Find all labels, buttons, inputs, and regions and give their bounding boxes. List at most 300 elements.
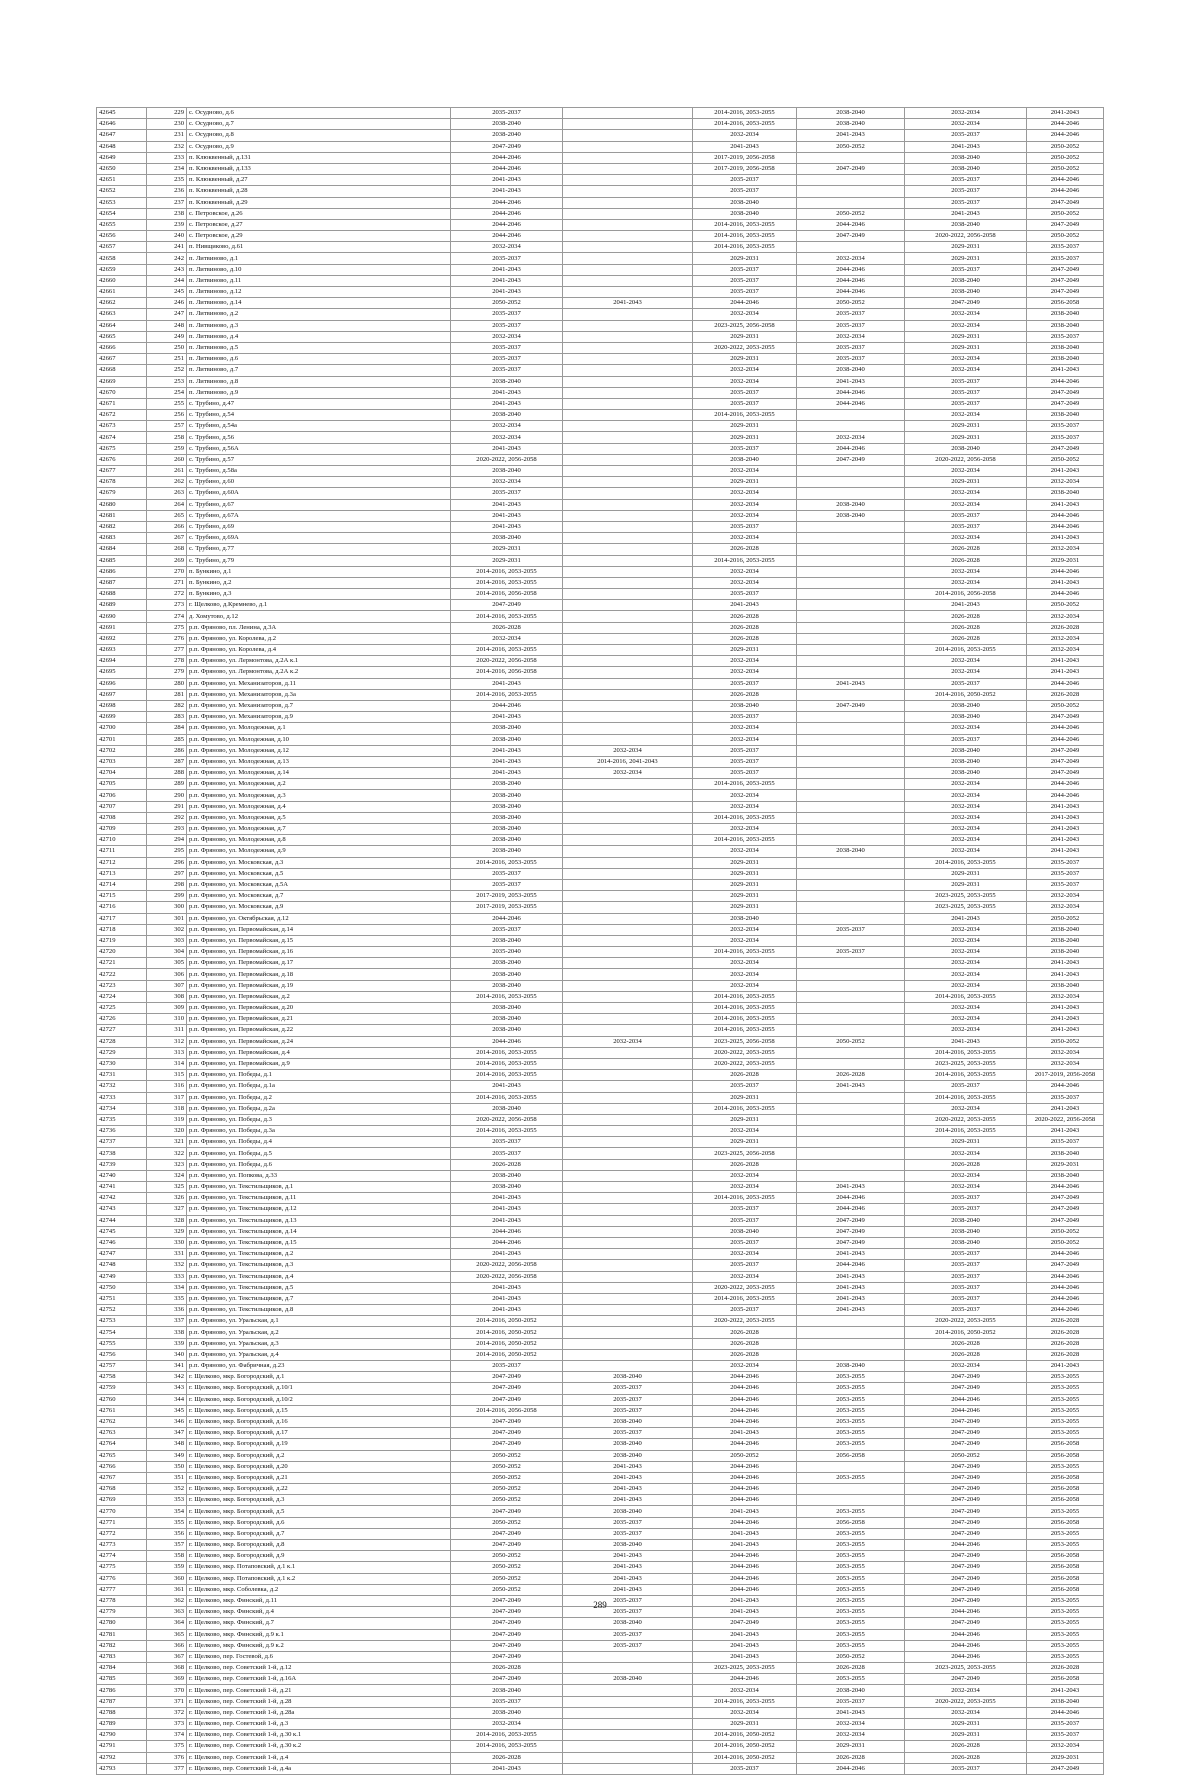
table-cell: 2029-2031 bbox=[693, 421, 797, 432]
table-cell: р.п. Фряново, ул. Текстильщиков, д.15 bbox=[187, 1237, 451, 1248]
table-row bbox=[97, 555, 1104, 566]
table-cell: 42721 bbox=[97, 958, 147, 969]
table-cell: 243 bbox=[147, 264, 187, 275]
table-cell bbox=[563, 991, 693, 1002]
table-cell: 2035-2037 bbox=[905, 398, 1027, 409]
table-cell: г. Щелково, мкр. Богородский, д.2 bbox=[187, 1450, 451, 1461]
table-cell: 42684 bbox=[97, 544, 147, 555]
table-cell bbox=[563, 488, 693, 499]
table-cell: 2038-2040 bbox=[563, 1618, 693, 1629]
table-cell: 2038-2040 bbox=[797, 846, 905, 857]
table-cell: 2041-2043 bbox=[797, 376, 905, 387]
table-cell: 2038-2040 bbox=[1027, 1696, 1104, 1707]
table-cell: г. Щелково, мкр. Богородский, д.22 bbox=[187, 1484, 451, 1495]
table-cell: 2038-2040 bbox=[563, 1450, 693, 1461]
table-cell: 2041-2043 bbox=[797, 1271, 905, 1282]
table-cell: 2053-2055 bbox=[1027, 1629, 1104, 1640]
table-cell: 2035-2037 bbox=[693, 1305, 797, 1316]
table-cell: с. Трубино, д.47 bbox=[187, 398, 451, 409]
table-cell: 2038-2040 bbox=[693, 197, 797, 208]
table-cell bbox=[797, 242, 905, 253]
table-cell: с. Трубино, д.67 bbox=[187, 499, 451, 510]
table-cell: 2014-2016, 2053-2055 bbox=[451, 1070, 563, 1081]
table-cell: 2035-2037 bbox=[1027, 879, 1104, 890]
table-cell: 2047-2049 bbox=[451, 1383, 563, 1394]
table-cell: 2044-2046 bbox=[1027, 130, 1104, 141]
table-cell: 2047-2049 bbox=[797, 1215, 905, 1226]
table-row bbox=[97, 857, 1104, 868]
table-cell bbox=[563, 1114, 693, 1125]
table-cell: 2041-2043 bbox=[797, 1282, 905, 1293]
table-cell: 2041-2043 bbox=[1027, 656, 1104, 667]
table-cell: 2035-2037 bbox=[693, 678, 797, 689]
table-cell: 42782 bbox=[97, 1640, 147, 1651]
table-cell: 2047-2049 bbox=[1027, 275, 1104, 286]
table-cell: 2014-2016, 2053-2055 bbox=[905, 1047, 1027, 1058]
table-cell: 2047-2049 bbox=[451, 1651, 563, 1662]
table-cell: 2038-2040 bbox=[451, 1014, 563, 1025]
table-cell: 2047-2049 bbox=[1027, 387, 1104, 398]
table-cell bbox=[563, 879, 693, 890]
table-cell: р.п. Фряново, ул. Текстильщиков, д.2 bbox=[187, 1249, 451, 1260]
table-cell: 2044-2046 bbox=[693, 1484, 797, 1495]
table-cell: 2026-2028 bbox=[693, 1327, 797, 1338]
table-cell bbox=[563, 320, 693, 331]
table-cell: 42710 bbox=[97, 835, 147, 846]
table-cell bbox=[563, 398, 693, 409]
table-cell bbox=[563, 376, 693, 387]
table-cell: 2038-2040 bbox=[797, 365, 905, 376]
table-cell: 342 bbox=[147, 1372, 187, 1383]
table-cell: 2038-2040 bbox=[1027, 924, 1104, 935]
table-cell: 2035-2037 bbox=[797, 354, 905, 365]
table-cell: 369 bbox=[147, 1674, 187, 1685]
table-cell bbox=[797, 1003, 905, 1014]
table-cell: 2026-2028 bbox=[905, 1159, 1027, 1170]
table-cell bbox=[563, 1126, 693, 1137]
table-cell bbox=[563, 477, 693, 488]
table-row bbox=[97, 376, 1104, 387]
table-cell: 2038-2040 bbox=[451, 935, 563, 946]
table-cell: 2038-2040 bbox=[451, 130, 563, 141]
table-cell: 2056-2058 bbox=[797, 1517, 905, 1528]
table-cell: 2044-2046 bbox=[451, 1036, 563, 1047]
table-cell: 2053-2055 bbox=[1027, 1428, 1104, 1439]
table-row bbox=[97, 163, 1104, 174]
table-cell: 2032-2034 bbox=[693, 499, 797, 510]
table-cell: 348 bbox=[147, 1439, 187, 1450]
table-cell: 2026-2028 bbox=[905, 633, 1027, 644]
table-cell: п. Бункино, д.1 bbox=[187, 566, 451, 577]
table-cell bbox=[797, 801, 905, 812]
table-cell: 2035-2037 bbox=[693, 264, 797, 275]
table-cell: 374 bbox=[147, 1730, 187, 1741]
table-cell: 2032-2034 bbox=[905, 924, 1027, 935]
table-cell bbox=[563, 1293, 693, 1304]
table-cell: 2035-2037 bbox=[693, 521, 797, 532]
table-cell: 2038-2040 bbox=[905, 219, 1027, 230]
table-cell: 2038-2040 bbox=[905, 712, 1027, 723]
table-cell: 2035-2037 bbox=[451, 1361, 563, 1372]
table-row bbox=[97, 768, 1104, 779]
table-cell: 42697 bbox=[97, 689, 147, 700]
table-cell: 2032-2034 bbox=[905, 533, 1027, 544]
table-cell: 2038-2040 bbox=[905, 163, 1027, 174]
table-cell: 2038-2040 bbox=[451, 1182, 563, 1193]
table-cell: 42783 bbox=[97, 1651, 147, 1662]
table-cell: 2026-2028 bbox=[905, 555, 1027, 566]
table-cell: 2014-2016, 2053-2055 bbox=[905, 1126, 1027, 1137]
table-cell bbox=[563, 812, 693, 823]
table-cell: 2041-2043 bbox=[693, 1629, 797, 1640]
table-cell: 335 bbox=[147, 1293, 187, 1304]
table-cell: 2053-2055 bbox=[1027, 1372, 1104, 1383]
table-cell: 2032-2034 bbox=[905, 309, 1027, 320]
table-cell: 2041-2043 bbox=[693, 141, 797, 152]
table-row bbox=[97, 689, 1104, 700]
table-cell: 271 bbox=[147, 577, 187, 588]
table-cell bbox=[563, 577, 693, 588]
table-cell: 42788 bbox=[97, 1707, 147, 1718]
table-cell: г. Щелково, мкр. Богородский, д.21 bbox=[187, 1472, 451, 1483]
table-cell: 339 bbox=[147, 1338, 187, 1349]
table-cell bbox=[797, 734, 905, 745]
table-cell: 2050-2052 bbox=[1027, 1237, 1104, 1248]
table-cell bbox=[563, 667, 693, 678]
table-row bbox=[97, 1338, 1104, 1349]
table-cell bbox=[563, 1730, 693, 1741]
table-row bbox=[97, 287, 1104, 298]
table-cell: 2047-2049 bbox=[1027, 398, 1104, 409]
table-cell bbox=[797, 600, 905, 611]
table-cell bbox=[797, 1126, 905, 1137]
table-cell: р.п. Фряново, ул. Первомайская, д.17 bbox=[187, 958, 451, 969]
table-cell: 42793 bbox=[97, 1763, 147, 1774]
table-cell: 2035-2037 bbox=[563, 1629, 693, 1640]
table-cell: 42686 bbox=[97, 566, 147, 577]
table-cell: 246 bbox=[147, 298, 187, 309]
table-cell: 2047-2049 bbox=[451, 1629, 563, 1640]
table-cell: 2014-2016, 2050-2052 bbox=[693, 1752, 797, 1763]
table-cell: 2053-2055 bbox=[797, 1472, 905, 1483]
table-cell: р.п. Фряново, ул. Текстильщиков, д.14 bbox=[187, 1226, 451, 1237]
table-cell bbox=[797, 756, 905, 767]
table-cell: 2035-2037 bbox=[905, 376, 1027, 387]
table-cell: 42753 bbox=[97, 1316, 147, 1327]
table-cell: 302 bbox=[147, 924, 187, 935]
table-cell: 2047-2049 bbox=[905, 1674, 1027, 1685]
table-cell: 2032-2034 bbox=[905, 790, 1027, 801]
table-cell: 42756 bbox=[97, 1349, 147, 1360]
table-cell: г. Щелково, пер. Советский 1-й, д.4 bbox=[187, 1752, 451, 1763]
table-cell: с. Трубино, д.69 bbox=[187, 521, 451, 532]
table-cell: 2044-2046 bbox=[1027, 1707, 1104, 1718]
table-cell: 2035-2037 bbox=[797, 947, 905, 958]
table-cell: 247 bbox=[147, 309, 187, 320]
table-cell: 42666 bbox=[97, 342, 147, 353]
table-cell: 2020-2022, 2053-2055 bbox=[905, 1696, 1027, 1707]
table-row bbox=[97, 1025, 1104, 1036]
table-row bbox=[97, 846, 1104, 857]
table-cell: п. Литвиново, д.9 bbox=[187, 387, 451, 398]
table-cell: р.п. Фряново, ул. Московская, д.3 bbox=[187, 857, 451, 868]
table-cell: 2038-2040 bbox=[451, 119, 563, 130]
table-cell: 42726 bbox=[97, 1014, 147, 1025]
table-cell: 377 bbox=[147, 1763, 187, 1774]
table-cell: 265 bbox=[147, 510, 187, 521]
table-cell bbox=[563, 555, 693, 566]
table-cell bbox=[563, 1226, 693, 1237]
table-cell bbox=[563, 645, 693, 656]
table-cell: р.п. Фряново, ул. Победы, д.1а bbox=[187, 1081, 451, 1092]
table-cell: 2041-2043 bbox=[1027, 824, 1104, 835]
table-row bbox=[97, 1674, 1104, 1685]
table-row bbox=[97, 119, 1104, 130]
table-cell: г. Щелково, пер. Советский 1-й, д.12 bbox=[187, 1663, 451, 1674]
table-cell: 2035-2037 bbox=[693, 1215, 797, 1226]
table-cell: 285 bbox=[147, 734, 187, 745]
table-row bbox=[97, 1081, 1104, 1092]
table-cell: 2032-2034 bbox=[563, 768, 693, 779]
table-cell: 42711 bbox=[97, 846, 147, 857]
table-cell: 365 bbox=[147, 1629, 187, 1640]
table-cell bbox=[563, 410, 693, 421]
table-cell: 2044-2046 bbox=[905, 1394, 1027, 1405]
table-cell: г. Щелково, мкр. Богородский, д.6 bbox=[187, 1517, 451, 1528]
table-cell: 272 bbox=[147, 589, 187, 600]
table-cell: 2041-2043 bbox=[451, 768, 563, 779]
table-cell bbox=[797, 1103, 905, 1114]
table-cell: 298 bbox=[147, 879, 187, 890]
table-cell: 2026-2028 bbox=[905, 611, 1027, 622]
table-cell: 2035-2037 bbox=[905, 1282, 1027, 1293]
table-cell: 2041-2043 bbox=[451, 678, 563, 689]
table-cell: п. Литвиново, д.3 bbox=[187, 320, 451, 331]
table-cell bbox=[797, 1025, 905, 1036]
table-row bbox=[97, 242, 1104, 253]
table-cell: 2026-2028 bbox=[797, 1752, 905, 1763]
table-cell: 2038-2040 bbox=[1027, 354, 1104, 365]
table-cell: 42695 bbox=[97, 667, 147, 678]
table-cell: 286 bbox=[147, 745, 187, 756]
table-cell bbox=[563, 980, 693, 991]
table-cell: 2038-2040 bbox=[905, 287, 1027, 298]
table-cell: 2044-2046 bbox=[797, 275, 905, 286]
table-row bbox=[97, 1159, 1104, 1170]
table-cell: 42645 bbox=[97, 108, 147, 119]
table-cell: 2047-2049 bbox=[905, 1428, 1027, 1439]
table-cell bbox=[797, 566, 905, 577]
table-cell: 2029-2031 bbox=[451, 555, 563, 566]
table-cell: 356 bbox=[147, 1528, 187, 1539]
table-cell: 2026-2028 bbox=[1027, 622, 1104, 633]
table-cell: 2050-2052 bbox=[905, 1450, 1027, 1461]
table-cell: 2029-2031 bbox=[1027, 1752, 1104, 1763]
table-cell: 42777 bbox=[97, 1584, 147, 1595]
table-cell: 2041-2043 bbox=[451, 175, 563, 186]
table-row bbox=[97, 141, 1104, 152]
table-cell: 2044-2046 bbox=[451, 197, 563, 208]
table-cell: 2032-2034 bbox=[693, 376, 797, 387]
table-cell: 366 bbox=[147, 1640, 187, 1651]
table-cell: 255 bbox=[147, 398, 187, 409]
table-cell: 2041-2043 bbox=[563, 1551, 693, 1562]
table-cell: 2041-2043 bbox=[451, 287, 563, 298]
table-cell: р.п. Фряново, ул. Текстильщиков, д.13 bbox=[187, 1215, 451, 1226]
table-cell: 257 bbox=[147, 421, 187, 432]
table-cell: 2029-2031 bbox=[693, 354, 797, 365]
table-cell: 2041-2043 bbox=[563, 298, 693, 309]
table-cell: п. Литвиново, д.2 bbox=[187, 309, 451, 320]
table-cell: 2041-2043 bbox=[451, 1305, 563, 1316]
table-cell: 341 bbox=[147, 1361, 187, 1372]
table-cell: 2035-2037 bbox=[797, 342, 905, 353]
table-cell: р.п. Фряново, ул. Уральская, д.1 bbox=[187, 1316, 451, 1327]
table-cell: 2032-2034 bbox=[905, 812, 1027, 823]
table-cell: 2053-2055 bbox=[1027, 1607, 1104, 1618]
table-cell: р.п. Фряново, ул. Первомайская, д.21 bbox=[187, 1014, 451, 1025]
table-cell: 2020-2022, 2056-2058 bbox=[451, 1260, 563, 1271]
table-cell: 263 bbox=[147, 488, 187, 499]
table-row bbox=[97, 1741, 1104, 1752]
table-cell: 2041-2043 bbox=[1027, 1003, 1104, 1014]
table-cell: 2041-2043 bbox=[797, 1182, 905, 1193]
table-cell: 300 bbox=[147, 902, 187, 913]
table-cell: 2044-2046 bbox=[1027, 1249, 1104, 1260]
table-cell: 2035-2037 bbox=[563, 1383, 693, 1394]
table-cell: р.п. Фряново, ул. Московская, д.5А bbox=[187, 879, 451, 890]
table-cell: 2044-2046 bbox=[1027, 510, 1104, 521]
table-cell: 2041-2043 bbox=[693, 1428, 797, 1439]
table-cell bbox=[563, 779, 693, 790]
table-cell: 42786 bbox=[97, 1685, 147, 1696]
table-cell bbox=[563, 331, 693, 342]
table-cell: 2044-2046 bbox=[1027, 566, 1104, 577]
table-cell: 2038-2040 bbox=[797, 119, 905, 130]
table-cell: 2047-2049 bbox=[905, 1528, 1027, 1539]
table-cell: 2041-2043 bbox=[451, 1215, 563, 1226]
table-cell: 42687 bbox=[97, 577, 147, 588]
table-cell: 287 bbox=[147, 756, 187, 767]
table-cell: 2041-2043 bbox=[1027, 812, 1104, 823]
table-cell: 2038-2040 bbox=[451, 779, 563, 790]
table-cell: 306 bbox=[147, 969, 187, 980]
table-cell: р.п. Фряново, ул. Молодежная, д.2 bbox=[187, 779, 451, 790]
table-cell: 2056-2058 bbox=[797, 1450, 905, 1461]
table-cell: 2038-2040 bbox=[451, 969, 563, 980]
table-cell bbox=[563, 1215, 693, 1226]
table-cell: р.п. Фряново, ул. Текстильщиков, д.3 bbox=[187, 1260, 451, 1271]
table-cell: 236 bbox=[147, 186, 187, 197]
table-cell: 2020-2022, 2053-2055 bbox=[905, 1114, 1027, 1125]
table-cell: 2035-2037 bbox=[693, 768, 797, 779]
table-cell: 2038-2040 bbox=[1027, 980, 1104, 991]
table-cell bbox=[563, 1327, 693, 1338]
table-cell bbox=[797, 689, 905, 700]
table-cell: 42790 bbox=[97, 1730, 147, 1741]
table-cell: 2044-2046 bbox=[1027, 1271, 1104, 1282]
table-cell: 2032-2034 bbox=[905, 969, 1027, 980]
table-cell: 2044-2046 bbox=[1027, 589, 1104, 600]
table-cell: 2014-2016, 2053-2055 bbox=[693, 835, 797, 846]
table-cell: 42761 bbox=[97, 1405, 147, 1416]
table-cell: 2053-2055 bbox=[1027, 1405, 1104, 1416]
table-cell bbox=[563, 108, 693, 119]
table-cell: 2053-2055 bbox=[797, 1674, 905, 1685]
table-cell bbox=[563, 544, 693, 555]
table-cell: 2041-2043 bbox=[1027, 1014, 1104, 1025]
table-cell: р.п. Фряново, ул. Московская, д.5 bbox=[187, 868, 451, 879]
table-cell: 2035-2037 bbox=[693, 589, 797, 600]
table-cell: 2047-2049 bbox=[905, 1383, 1027, 1394]
table-cell: 326 bbox=[147, 1193, 187, 1204]
table-cell bbox=[563, 1025, 693, 1036]
table-row bbox=[97, 331, 1104, 342]
table-cell: 42775 bbox=[97, 1562, 147, 1573]
table-cell: 332 bbox=[147, 1260, 187, 1271]
table-cell bbox=[563, 432, 693, 443]
table-cell: 2041-2043 bbox=[563, 1461, 693, 1472]
table-cell: 2032-2034 bbox=[693, 1685, 797, 1696]
table-cell: 2041-2043 bbox=[1027, 801, 1104, 812]
table-cell: 2029-2031 bbox=[693, 857, 797, 868]
table-row bbox=[97, 1506, 1104, 1517]
table-cell: 2056-2058 bbox=[1027, 1517, 1104, 1528]
table-cell: 303 bbox=[147, 935, 187, 946]
table-cell: 42789 bbox=[97, 1719, 147, 1730]
table-cell: 2014-2016, 2053-2055 bbox=[693, 779, 797, 790]
table-cell: 2047-2049 bbox=[1027, 197, 1104, 208]
table-cell: р.п. Фряново, ул. Уральская, д.3 bbox=[187, 1338, 451, 1349]
table-cell: г. Щелково, пер. Советский 1-й, д.30 к.1 bbox=[187, 1730, 451, 1741]
table-cell: 2035-2037 bbox=[693, 1081, 797, 1092]
table-cell: 2041-2043 bbox=[797, 678, 905, 689]
table-cell: 42715 bbox=[97, 891, 147, 902]
table-cell: 2035-2037 bbox=[451, 309, 563, 320]
table-cell: 2038-2040 bbox=[797, 1361, 905, 1372]
table-cell: 2014-2016, 2050-2052 bbox=[451, 1316, 563, 1327]
table-cell: 2047-2049 bbox=[1027, 264, 1104, 275]
table-cell: 2032-2034 bbox=[1027, 991, 1104, 1002]
table-cell: 2026-2028 bbox=[693, 689, 797, 700]
table-cell: 2014-2016, 2050-2052 bbox=[905, 689, 1027, 700]
table-cell: р.п. Фряново, ул. Первомайская, д.9 bbox=[187, 1058, 451, 1069]
table-cell: 2041-2043 bbox=[693, 600, 797, 611]
table-cell: 2050-2052 bbox=[451, 1573, 563, 1584]
table-cell: 42781 bbox=[97, 1629, 147, 1640]
table-cell bbox=[797, 186, 905, 197]
table-cell: 2014-2016, 2053-2055 bbox=[693, 947, 797, 958]
table-cell bbox=[797, 1461, 905, 1472]
table-row bbox=[97, 1249, 1104, 1260]
table-cell: 344 bbox=[147, 1394, 187, 1405]
table-cell: 2029-2031 bbox=[905, 331, 1027, 342]
table-cell: 2053-2055 bbox=[797, 1506, 905, 1517]
table-cell: 42698 bbox=[97, 700, 147, 711]
table-cell: 42676 bbox=[97, 454, 147, 465]
table-cell: 2032-2034 bbox=[905, 1148, 1027, 1159]
table-cell: 2050-2052 bbox=[451, 1584, 563, 1595]
table-cell: 248 bbox=[147, 320, 187, 331]
table-cell: 337 bbox=[147, 1316, 187, 1327]
table-cell: 42662 bbox=[97, 298, 147, 309]
table-cell: 2038-2040 bbox=[563, 1416, 693, 1427]
table-cell: 2032-2034 bbox=[693, 958, 797, 969]
table-cell bbox=[797, 477, 905, 488]
table-cell: 2053-2055 bbox=[797, 1394, 905, 1405]
table-cell bbox=[563, 264, 693, 275]
table-cell: 2020-2022, 2053-2055 bbox=[905, 1316, 1027, 1327]
